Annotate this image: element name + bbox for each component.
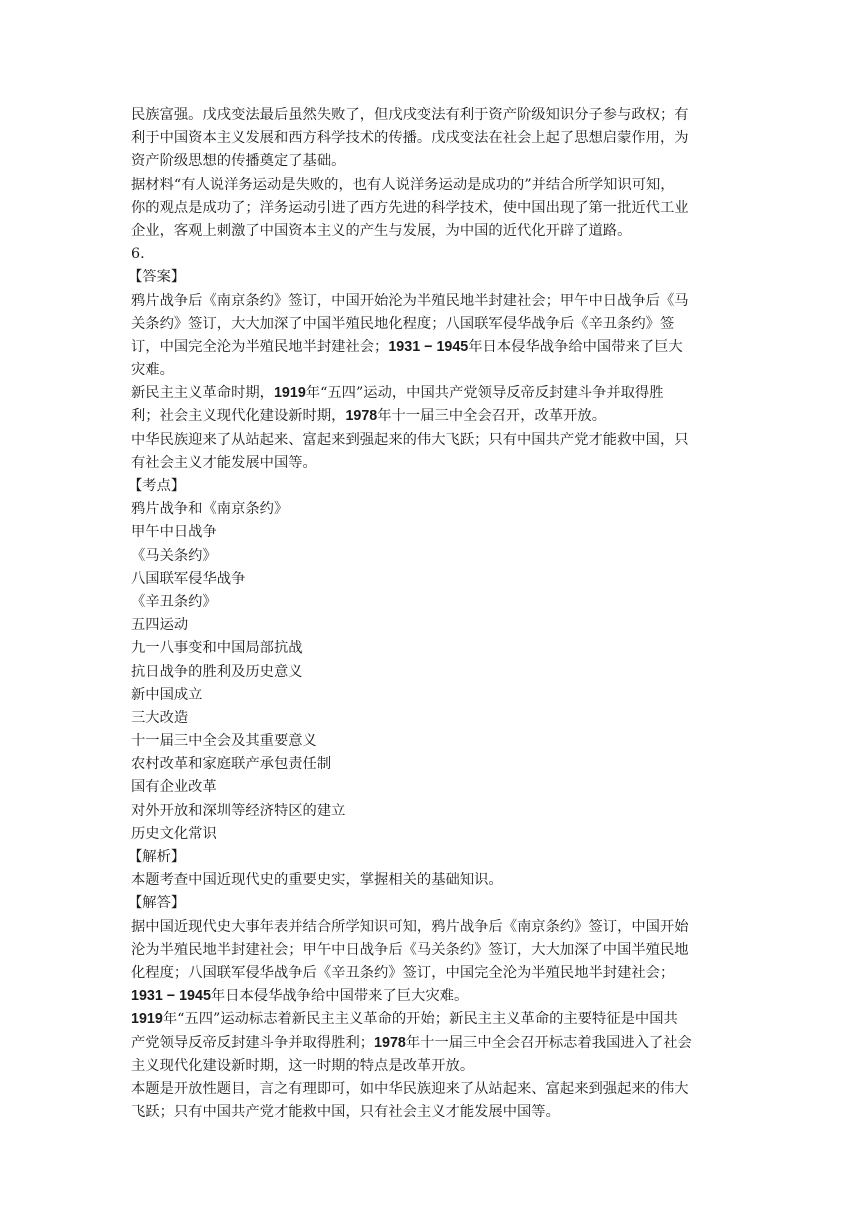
jieda-line: 本题是开放性题目，言之有理即可，如中华民族迎来了从站起来、富起来到强起来的伟大 bbox=[131, 1080, 689, 1097]
kaodian-item: 五四运动 bbox=[131, 617, 189, 634]
kaodian-item: 抗日战争的胜利及历史意义 bbox=[131, 663, 303, 680]
kaodian-item: 新中国成立 bbox=[131, 686, 203, 703]
document-page bbox=[128, 104, 733, 1124]
year: 1978 bbox=[374, 1034, 406, 1051]
jieda-line: 飞跃；只有中国共产党才能救中国，只有社会主义才能发展中国等。 bbox=[131, 1104, 560, 1121]
answer-line bbox=[131, 405, 733, 428]
question-number: 6. bbox=[131, 246, 145, 263]
answer-line: 中华民族迎来了从站起来、富起来到强起来的伟大飞跃；只有中国共产党才能救中国，只 bbox=[131, 431, 689, 448]
kaodian-item: 农村改革和家庭联产承包责任制 bbox=[131, 756, 332, 773]
kaodian-item: 对外开放和深圳等经济特区的建立 bbox=[131, 802, 346, 819]
paragraph-line: 资产阶级思想的传播奠定了基础。 bbox=[131, 153, 346, 170]
jieda-heading: 【解答】 bbox=[128, 895, 186, 912]
kaodian-item: 九一八事变和中国局部抗战 bbox=[131, 640, 303, 657]
answer-text: 年十一届三中全会召开，改革开放。 bbox=[377, 408, 607, 425]
kaodian-item: 八国联军侵华战争 bbox=[131, 570, 246, 587]
paragraph-line: 利于中国资本主义发展和西方科学技术的传播。戊戌变法在社会上起了思想启蒙作用，为 bbox=[131, 130, 689, 147]
jieda-line bbox=[131, 1008, 733, 1031]
kaodian-item: 国有企业改革 bbox=[131, 779, 217, 796]
answer-text: 年“五四”运动，中国共产党领导反帝反封建斗争并取得胜 bbox=[305, 385, 664, 402]
kaodian-item: 《马关条约》 bbox=[131, 547, 217, 564]
jieda-line: 主义现代化建设新时期，这一时期的特点是改革开放。 bbox=[131, 1057, 475, 1074]
answer-line bbox=[131, 382, 733, 405]
kaodian-heading: 【考点】 bbox=[128, 478, 186, 494]
kaodian-item: 《辛丑条约》 bbox=[131, 593, 217, 610]
answer-text: 订，中国完全沦为半殖民地半封建社会； bbox=[131, 338, 389, 355]
kaodian-item: 甲午中日战争 bbox=[131, 524, 217, 541]
paragraph-line: 据材料“有人说洋务运动是失败的，也有人说洋务运动是成功的”并结合所学知识可知， bbox=[131, 176, 675, 193]
paragraph-line: 你的观点是成功了；洋务运动引进了西方先进的科学技术，使中国出现了第一批近代工业 bbox=[131, 199, 689, 216]
answer-text: 新民主主义革命时期， bbox=[131, 385, 274, 402]
jieda-line bbox=[131, 985, 733, 1008]
year: 1978 bbox=[345, 408, 378, 425]
year-range: 1931 − 1945 bbox=[131, 988, 211, 1005]
jieda-line: 化程度；八国联军侵华战争后《辛丑条约》签订，中国完全沦为半殖民地半封建社会； bbox=[131, 964, 675, 981]
jieda-text: 年日本侵华战争给中国带来了巨大灾难。 bbox=[210, 988, 469, 1005]
year: 1919 bbox=[131, 1011, 163, 1028]
answer-text: 年日本侵华战争给中国带来了巨大 bbox=[468, 338, 683, 355]
answer-line: 鸦片战争后《南京条约》签订，中国开始沦为半殖民地半封建社会；甲午中日战争后《马 bbox=[131, 292, 689, 309]
jieda-text: 产党领导反帝反封建斗争并取得胜利； bbox=[131, 1034, 375, 1051]
answer-heading: 【答案】 bbox=[128, 269, 186, 286]
year-range: 1931 − 1945 bbox=[388, 338, 469, 355]
kaodian-item: 鸦片战争和《南京条约》 bbox=[131, 501, 289, 518]
paragraph-line: 企业，客观上刺激了中国资本主义的产生与发展，为中国的近代化开辟了道路。 bbox=[131, 222, 632, 239]
jieda-text: 年“五四”运动标志着新民主主义革命的开始；新民主主义革命的主要特征是中国共 bbox=[162, 1011, 678, 1028]
answer-line: 关条约》签订，大大加深了中国半殖民地化程度；八国联军侵华战争后《辛丑条约》签 bbox=[131, 315, 675, 332]
year: 1919 bbox=[273, 385, 306, 402]
answer-line bbox=[131, 336, 733, 359]
jieda-line bbox=[131, 1032, 733, 1055]
kaodian-item: 历史文化常识 bbox=[131, 825, 217, 842]
jiexi-heading: 【解析】 bbox=[128, 849, 186, 865]
kaodian-item: 三大改造 bbox=[131, 709, 189, 726]
kaodian-item: 十一届三中全会及其重要意义 bbox=[131, 733, 317, 750]
answer-text: 利；社会主义现代化建设新时期， bbox=[131, 408, 346, 425]
jieda-line: 沦为半殖民地半封建社会；甲午中日战争后《马关条约》签订，大大加深了中国半殖民地 bbox=[131, 941, 689, 958]
answer-line: 有社会主义才能发展中国等。 bbox=[131, 454, 317, 471]
jieda-line: 据中国近现代史大事年表并结合所学知识可知，鸦片战争后《南京条约》签订，中国开始 bbox=[131, 918, 689, 935]
paragraph-line: 民族富强。戊戌变法最后虽然失败了，但戊戌变法有利于资产阶级知识分子参与政权；有 bbox=[131, 107, 689, 123]
jiexi-text: 本题考查中国近现代史的重要史实，掌握相关的基础知识。 bbox=[131, 872, 503, 889]
answer-line: 灾难。 bbox=[131, 362, 174, 379]
jieda-text: 年十一届三中全会召开标志着我国进入了社会 bbox=[405, 1034, 692, 1051]
